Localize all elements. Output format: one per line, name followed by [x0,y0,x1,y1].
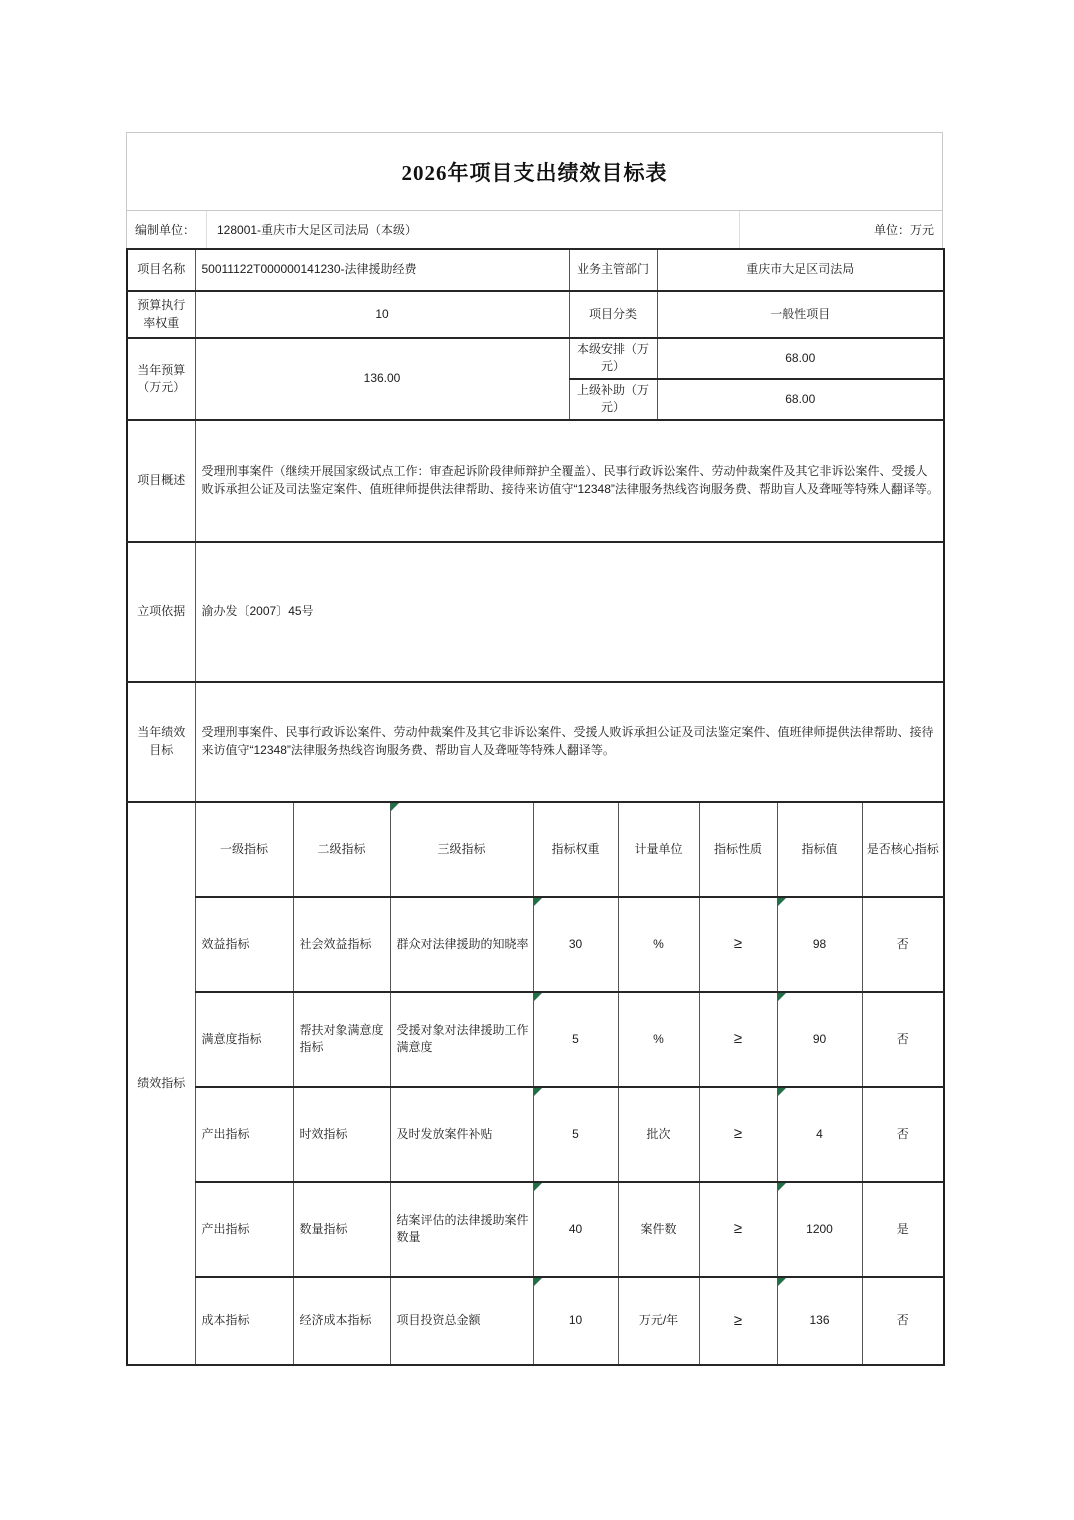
kpi-header-unit: 计量单位 [618,802,699,897]
kpi-level3-cell: 结案评估的法律援助案件数量 [390,1182,533,1277]
prepared-by-label: 编制单位： [127,211,207,248]
basis-label: 立项依据 [127,542,195,682]
table-row [127,249,944,291]
kpi-level3-cell: 群众对法律援助的知晓率 [390,897,533,992]
kpi-value-cell: 98 [777,897,862,992]
dept-label: 业务主管部门 [569,249,657,291]
local-arrangement-label: 本级安排（万元） [569,338,657,379]
kpi-core-cell: 否 [862,1277,944,1365]
kpi-header-nature: 指标性质 [699,802,777,897]
kpi-nature-cell: ≥ [699,992,777,1087]
kpi-unit-cell: 万元/年 [618,1277,699,1365]
kpi-level1-cell: 成本指标 [195,1277,293,1365]
kpi-core-cell: 否 [862,1087,944,1182]
dept-value: 重庆市大足区司法局 [657,249,944,291]
kpi-core-cell: 否 [862,897,944,992]
kpi-header-row [127,802,944,897]
kpi-nature-cell: ≥ [699,1087,777,1182]
overview-value: 受理刑事案件（继续开展国家级试点工作：审查起诉阶段律师辩护全覆盖）、民事行政诉讼案件、劳动仲裁案件及其它非诉讼案件、受援人败诉承担公证及司法鉴定案件、值班律师提供法律帮助、接待来访值守“12348”法律服务热线咨询服务费、帮助盲人及聋哑等特殊人翻译等。 [195,420,944,542]
cell-flag-marker [534,1278,542,1286]
page-title: 2026年项目支出绩效目标表 [401,160,668,185]
kpi-nature-cell: ≥ [699,1277,777,1365]
kpi-core-cell: 否 [862,992,944,1087]
kpi-weight-cell: 40 [533,1182,618,1277]
cell-flag-marker [534,993,542,1001]
kpi-unit-cell: % [618,992,699,1087]
kpi-core-cell: 是 [862,1182,944,1277]
annual-budget-value: 136.00 [195,338,569,420]
table-row [127,291,944,338]
kpi-weight-cell: 30 [533,897,618,992]
annual-budget-label: 当年预算（万元） [127,338,195,420]
kpi-value-cell: 1200 [777,1182,862,1277]
prepared-by-row [126,210,943,248]
annual-goal-label: 当年绩效目标 [127,682,195,802]
kpi-level2-cell: 时效指标 [293,1087,390,1182]
kpi-level1-cell: 产出指标 [195,1182,293,1277]
cell-flag-marker [534,1183,542,1191]
kpi-row [127,1087,944,1182]
kpi-header-value: 指标值 [777,802,862,897]
kpi-level2-cell: 帮扶对象满意度指标 [293,992,390,1087]
kpi-row [127,1277,944,1365]
kpi-level2-cell: 数量指标 [293,1182,390,1277]
budget-rate-value: 10 [195,291,569,338]
kpi-header-weight: 指标权重 [533,802,618,897]
superior-subsidy-label: 上级补助（万元） [569,379,657,420]
table-row [127,682,944,802]
cell-flag-marker [778,1088,786,1096]
kpi-header-level1: 一级指标 [195,802,293,897]
overview-label: 项目概述 [127,420,195,542]
basis-value: 渝办发〔2007〕45号 [195,542,944,682]
kpi-header-level2: 二级指标 [293,802,390,897]
cell-flag-marker [778,1183,786,1191]
kpi-header-level3: 三级指标 [390,802,533,897]
kpi-section-label: 绩效指标 [127,802,195,1365]
kpi-unit-cell: 案件数 [618,1182,699,1277]
kpi-level3-cell: 项目投资总金额 [390,1277,533,1365]
kpi-level3-cell: 受援对象对法律援助工作满意度 [390,992,533,1087]
prepared-by-value: 128001-重庆市大足区司法局（本级） [217,223,418,237]
cell-flag-marker [778,898,786,906]
kpi-weight-cell: 10 [533,1277,618,1365]
kpi-row [127,992,944,1087]
kpi-level3-cell: 及时发放案件补贴 [390,1087,533,1182]
budget-rate-label: 预算执行率权重 [127,291,195,338]
kpi-level1-cell: 满意度指标 [195,992,293,1087]
performance-indicator-table [126,801,945,1366]
project-info-table [126,248,945,803]
report-sheet [126,132,943,1366]
kpi-value-cell: 90 [777,992,862,1087]
project-name-value: 50011122T000000141230-法律援助经费 [195,249,569,291]
kpi-weight-cell: 5 [533,1087,618,1182]
kpi-row [127,1182,944,1277]
kpi-level2-cell: 社会效益指标 [293,897,390,992]
kpi-value-cell: 136 [777,1277,862,1365]
kpi-level1-cell: 产出指标 [195,1087,293,1182]
kpi-nature-cell: ≥ [699,897,777,992]
kpi-unit-cell: % [618,897,699,992]
kpi-header-core: 是否核心指标 [862,802,944,897]
kpi-row [127,897,944,992]
project-name-label: 项目名称 [127,249,195,291]
superior-subsidy-value: 68.00 [657,379,944,420]
kpi-nature-cell: ≥ [699,1182,777,1277]
annual-goal-value: 受理刑事案件、民事行政诉讼案件、劳动仲裁案件及其它非诉讼案件、受援人败诉承担公证及司法鉴定案件、值班律师提供法律帮助、接待来访值守“12348”法律服务热线咨询服务费、帮助盲人及聋哑等特殊人翻译等。 [195,682,944,802]
category-label: 项目分类 [569,291,657,338]
local-arrangement-value: 68.00 [657,338,944,379]
cell-flag-marker [534,1088,542,1096]
report-title-block [126,132,943,210]
cell-flag-marker [778,993,786,1001]
table-row [127,542,944,682]
cell-flag-marker [391,803,399,811]
category-value: 一般性项目 [657,291,944,338]
unit-note: 单位：万元 [739,211,942,248]
cell-flag-marker [534,898,542,906]
kpi-level2-cell: 经济成本指标 [293,1277,390,1365]
kpi-value-cell: 4 [777,1087,862,1182]
cell-flag-marker [778,1278,786,1286]
kpi-unit-cell: 批次 [618,1087,699,1182]
table-row [127,338,944,379]
kpi-weight-cell: 5 [533,992,618,1087]
table-row [127,420,944,542]
kpi-level1-cell: 效益指标 [195,897,293,992]
